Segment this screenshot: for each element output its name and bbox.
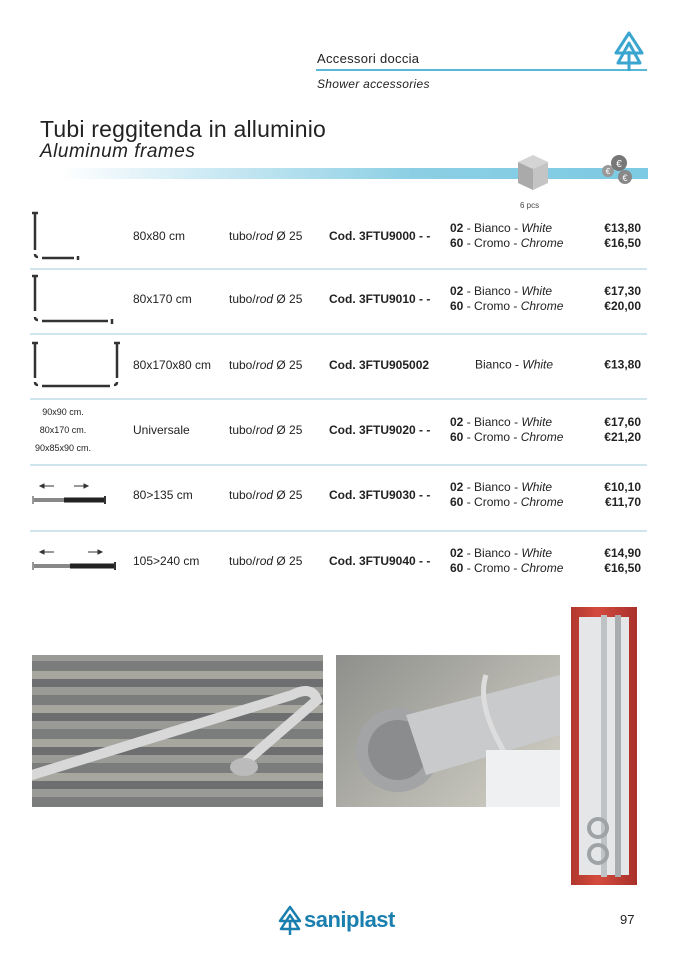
header-divider <box>316 69 647 71</box>
size: 80>135 cm <box>133 488 193 502</box>
svg-text:€: € <box>622 173 628 183</box>
box-icon <box>516 152 550 192</box>
page-title: Tubi reggitenda in alluminio <box>40 116 327 142</box>
compatible-sizes: 90x90 cm. 80x170 cm. 90x85x90 cm. <box>34 407 92 453</box>
page-subtitle: Aluminum frames <box>40 141 196 162</box>
prices: €13,80 €16,50 <box>604 221 641 250</box>
photo-rod-wall-mount <box>32 655 323 807</box>
rod-diameter: tubo/rod Ø 25 <box>229 554 303 568</box>
telescopic-rod-icon <box>28 480 112 510</box>
rod-diameter: tubo/rod Ø 25 <box>229 358 303 372</box>
color-options: 02 - Bianco - White 60 - Cromo - Chrome <box>450 221 564 250</box>
color-options: 02 - Bianco - White 60 - Cromo - Chrome <box>450 546 564 575</box>
product-row <box>0 464 678 526</box>
header-band <box>60 168 648 179</box>
rod-diameter: tubo/rod Ø 25 <box>229 488 303 502</box>
euro-coins-icon <box>600 154 636 186</box>
svg-text:€: € <box>605 167 611 176</box>
color-options: 02 - Bianco - White 60 - Cromo - Chrome <box>450 415 564 444</box>
product-row <box>0 334 678 396</box>
telescopic-rod-icon <box>28 546 122 576</box>
size: 105>240 cm <box>133 554 200 568</box>
pack-quantity: 6 pcs <box>520 201 540 210</box>
color-options: 02 - Bianco - White 60 - Cromo - Chrome <box>450 480 564 509</box>
l-shape-frame-long-icon <box>28 271 118 327</box>
color-options: Bianco - White <box>475 357 554 372</box>
product-row <box>0 530 678 592</box>
section-title-it: Accessori doccia <box>317 51 420 66</box>
product-code: Cod. 3FTU9010 - - <box>329 292 431 306</box>
rod-diameter: tubo/rod Ø 25 <box>229 423 303 437</box>
prices: €10,10 €11,70 <box>604 480 641 509</box>
prices: €17,60 €21,20 <box>604 415 641 444</box>
section-title-en: Shower accessories <box>317 77 430 91</box>
prices: €13,80 <box>604 357 641 372</box>
page-number: 97 <box>620 912 635 927</box>
product-row <box>0 268 678 330</box>
product-code: Cod. 3FTU9020 - - <box>329 423 431 437</box>
saniplast-tree-logo-icon <box>278 905 302 935</box>
product-code: Cod. 3FTU9030 - - <box>329 488 431 502</box>
u-shape-frame-icon <box>28 340 124 390</box>
color-options: 02 - Bianco - White 60 - Cromo - Chrome <box>450 284 564 313</box>
size: Universale <box>133 423 190 437</box>
product-code: Cod. 3FTU905002 <box>329 358 430 372</box>
product-code: Cod. 3FTU9000 - - <box>329 229 431 243</box>
product-row <box>0 399 678 461</box>
prices: €14,90 €16,50 <box>604 546 641 575</box>
size: 80x170x80 cm <box>133 358 212 372</box>
saniplast-tree-logo-icon <box>612 31 646 71</box>
size: 80x170 cm <box>133 292 192 306</box>
prices: €17,30 €20,00 <box>604 284 641 313</box>
l-shape-frame-icon <box>28 210 88 262</box>
product-row <box>0 205 678 267</box>
product-code: Cod. 3FTU9040 - - <box>329 554 431 568</box>
rod-diameter: tubo/rod Ø 25 <box>229 229 303 243</box>
svg-text:€: € <box>616 159 622 170</box>
photo-rod-flange-ring <box>336 655 560 807</box>
photo-product-packaging <box>571 607 637 885</box>
saniplast-footer-logo: saniplast <box>278 905 395 935</box>
rod-diameter: tubo/rod Ø 25 <box>229 292 303 306</box>
size: 80x80 cm <box>133 229 186 243</box>
